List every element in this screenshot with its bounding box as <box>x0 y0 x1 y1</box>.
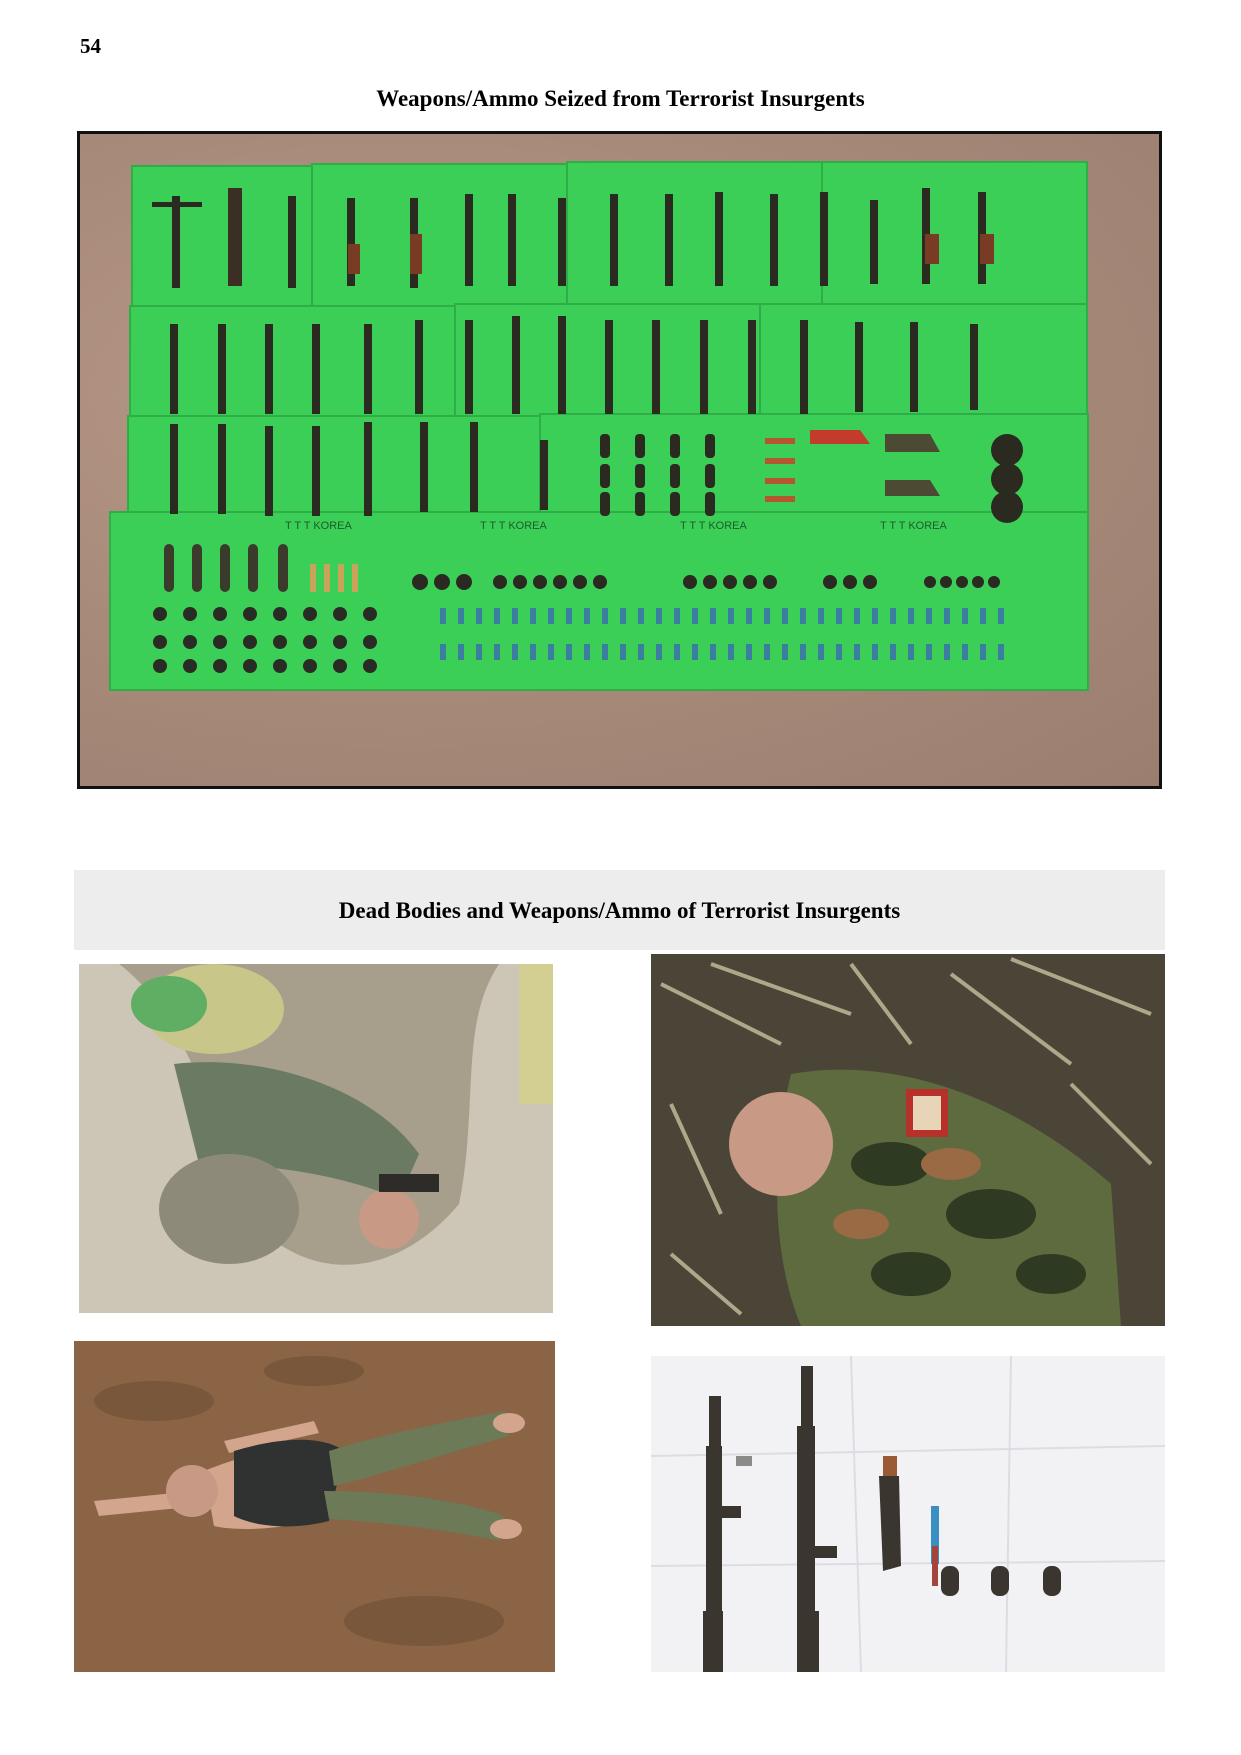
weapons-photo-illustration <box>80 134 1162 789</box>
section-title-weapons: Weapons/Ammo Seized from Terrorist Insurgents <box>376 86 865 111</box>
tarp-label-2: T T T KOREA <box>480 520 547 532</box>
section-title-casualties: Dead Bodies and Weapons/Ammo of Terrorist Insurgents <box>338 898 901 923</box>
photo-seized-weapons <box>77 131 1162 789</box>
camo-photo-illustration <box>651 954 1165 1326</box>
tarp-label-4: T T T KOREA <box>880 520 947 532</box>
tarp-label-1: T T T KOREA <box>285 520 352 532</box>
ground-photo-illustration <box>74 1341 555 1672</box>
pit-photo-illustration <box>79 964 553 1313</box>
page-number: 54 <box>80 34 101 58</box>
photo-weapons-on-sheet <box>651 1356 1165 1672</box>
tarp-label-3: T T T KOREA <box>680 520 747 532</box>
photo-body-on-ground <box>74 1341 555 1672</box>
photo-body-in-pit <box>79 964 553 1313</box>
sheet-photo-illustration <box>651 1356 1165 1672</box>
photo-body-camo-uniform <box>651 954 1165 1326</box>
